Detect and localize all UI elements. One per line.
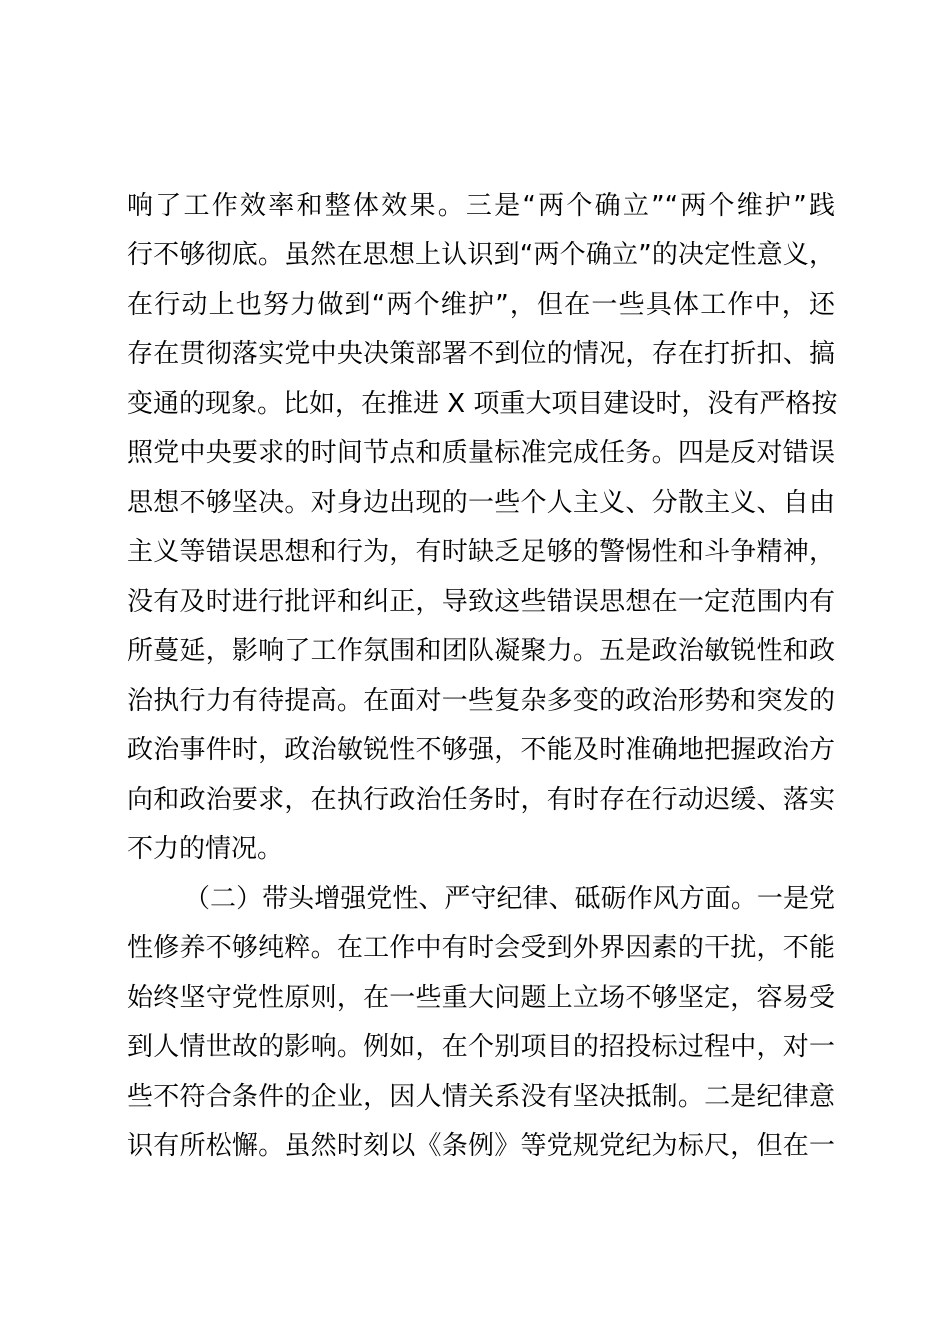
- text-line: 变通的现象。比如，在推进 X 项重大项目建设时，没有严格按: [127, 389, 838, 419]
- text-line: 思想不够坚决。对身边出现的一些个人主义、分散主义、自由: [127, 488, 835, 518]
- text-line: 识有所松懈。虽然时刻以《条例》等党规党纪为标尺，但在一: [127, 1131, 835, 1161]
- text-line: 始终坚守党性原则，在一些重大问题上立场不够坚定，容易受: [127, 983, 835, 1013]
- text-line: 治执行力有待提高。在面对一些复杂多变的政治形势和突发的: [127, 686, 835, 716]
- text-line: 没有及时进行批评和纠正，导致这些错误思想在一定范围内有: [127, 587, 835, 617]
- text-line: 行不够彻底。虽然在思想上认识到“两个确立”的决定性意义，: [127, 240, 835, 270]
- text-line: 在行动上也努力做到“两个维护”，但在一些具体工作中，还: [127, 290, 835, 320]
- text-line: 存在贯彻落实党中央决策部署不到位的情况，存在打折扣、搞: [127, 339, 835, 369]
- text-line: 政治事件时，政治敏锐性不够强，不能及时准确地把握政治方: [127, 735, 835, 765]
- paragraph-end-line: 不力的情况。: [127, 834, 284, 864]
- text-line: 向和政治要求，在执行政治任务时，有时存在行动迟缓、落实: [127, 785, 835, 815]
- text-line: 响了工作效率和整体效果。三是“两个确立”“两个维护”践: [127, 191, 835, 221]
- text-line: 到人情世故的影响。例如，在个别项目的招投标过程中，对一: [127, 1032, 835, 1062]
- section-heading-line: （二）带头增强党性、严守纪律、砥砺作风方面。一是党: [184, 884, 835, 914]
- text-line: 所蔓延，影响了工作氛围和团队凝聚力。五是政治敏锐性和政: [127, 636, 835, 666]
- text-line: 性修养不够纯粹。在工作中有时会受到外界因素的干扰，不能: [127, 933, 835, 963]
- text-line: 主义等错误思想和行为，有时缺乏足够的警惕性和斗争精神，: [127, 537, 835, 567]
- text-line: 些不符合条件的企业，因人情关系没有坚决抵制。二是纪律意: [127, 1082, 835, 1112]
- text-line: 照党中央要求的时间节点和质量标准完成任务。四是反对错误: [127, 438, 835, 468]
